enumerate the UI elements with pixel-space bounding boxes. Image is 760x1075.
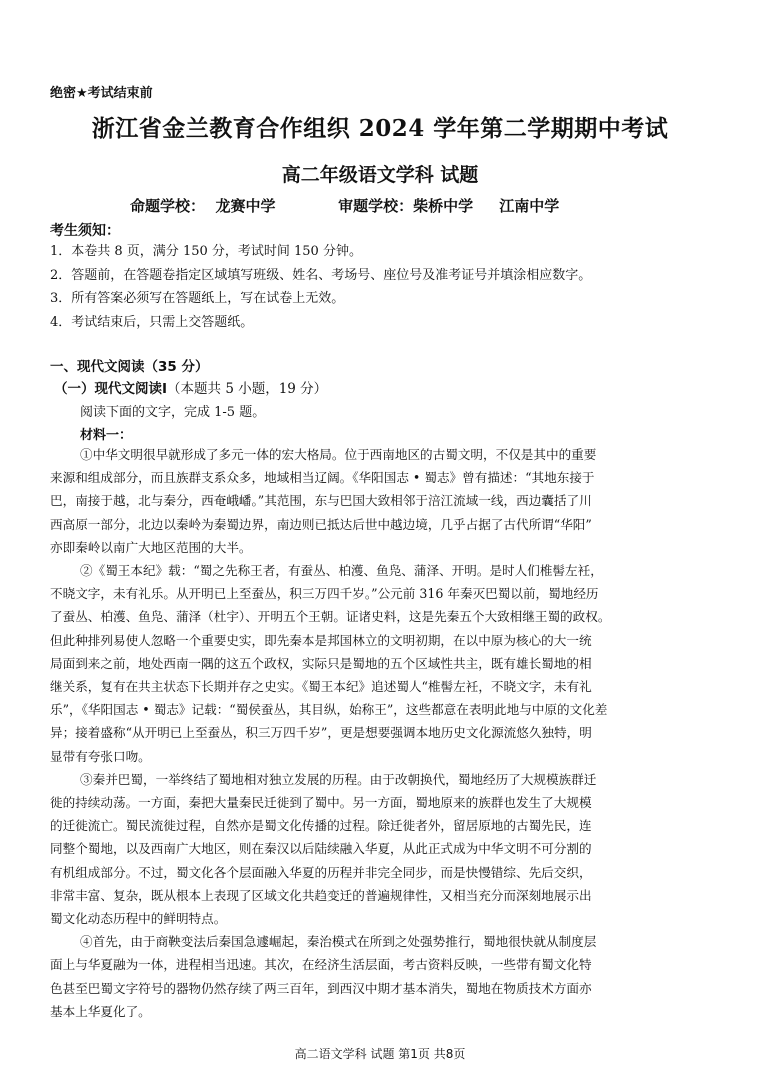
passage-line: 来源和组成部分，而且族群支系众多，地域相当辽阔。《华阳国志 • 蜀志》曾有描述：“其地东接于	[50, 470, 595, 486]
passage-line: 有机组成部分。不过，蜀文化各个层面融入华夏的历程并非完全同步，而是快慢错综、先后交织，	[50, 864, 592, 880]
passage-line: ③秦并巴蜀，一举终结了蜀地相对独立发展的历程。由于改朝换代，蜀地经历了大规模族群迁	[80, 771, 597, 787]
passage-line: ①中华文明很早就形成了多元一体的宏大格局。位于西南地区的古蜀文明，不仅是其中的重要	[80, 447, 597, 462]
passage-line: 显带有夸张口吻。	[50, 748, 151, 764]
material-title: 材料一：	[80, 428, 133, 443]
confidential-label: 绝密★考试结束前	[50, 86, 153, 101]
passage-line: 巴，南接于越，北与秦分，西奄峨嶓。”其范围，东与巴国大致相邻于涪江流域一线，西边囊括了川	[50, 493, 592, 509]
school-credits: 命题学校： 龙赛中学 审题学校：柴桥中学 江南中学	[130, 197, 560, 215]
passage-line: 西高原一部分，北边以秦岭为秦蜀边界，南边则已抵达后世中越边境，几乎占据了古代所谓“华阳”	[50, 516, 592, 532]
passage-line: 亦即秦岭以南广大地区范围的大半。	[50, 539, 252, 555]
passage-line: 不晓文字，未有礼乐。从开明已上至蚕丛，积三万四千岁。”公元前 316 年秦灭巴蜀以前，蜀地经历	[50, 586, 599, 602]
passage-line: 非常丰富、复杂，既从根本上表现了区域文化共趋变迁的普遍规律性，又相当充分而深刻地展示出	[50, 887, 592, 903]
passage-line: 同整个蜀地，以及西南广大地区，则在秦汉以后陆续融入华夏，从此正式成为中华文明不可分割的	[50, 841, 592, 857]
passage-line: ④首先，由于商鞅变法后秦国急遽崛起，秦治模式在所到之处强势推行，蜀地很快就从制度层	[80, 934, 597, 950]
notice-heading: 考生须知：	[50, 223, 120, 239]
exam-subtitle: 高二年级语文学科 试题	[281, 164, 479, 186]
reading-instruction: 阅读下面的文字，完成 1-5 题。	[80, 405, 266, 420]
notice-item: 3．所有答案必须写在答题纸上，写在试卷上无效。	[50, 291, 345, 306]
passage-line: ②《蜀王本纪》载：“蜀之先称王者，有蚕丛、柏濩、鱼凫、蒲泽、开明。是时人们椎髻左衽，	[80, 563, 603, 579]
exam-title: 浙江省金兰教育合作组织 2024 学年第二学期期中考试	[91, 115, 669, 142]
passage-line: 的迁徙流亡。蜀民流徙过程，自然亦是蜀文化传播的过程。除迁徙者外，留居原地的古蜀先民，连	[50, 818, 592, 834]
passage-line: 色甚至巴蜀文字符号的器物仍然存续了两三百年，到西汉中期才基本消失，蜀地在物质技术方面亦	[50, 980, 592, 996]
passage-line: 乐”，《华阳国志 • 蜀志》记载：“蜀侯蚕丛，其目纵，始称王”，这些都意在表明此地与中原的文化差	[50, 702, 608, 718]
passage-line: 基本上华夏化了。	[50, 1003, 151, 1019]
subsection-note: （本题共 5 小题，19 分）	[167, 381, 328, 397]
passage-line: 继关系，复有在共主状态下长期并存之史实。《蜀王本纪》追述蜀人“椎髻左衽，不晓文字，未有礼	[50, 679, 592, 695]
passage-body	[50, 443, 710, 1023]
notice-item: 2．答题前，在答题卷指定区域填写班级、姓名、考场号、座位号及准考证号并填涂相应数字。	[50, 267, 592, 283]
subsection-heading	[54, 377, 327, 397]
notice-item: 4．考试结束后，只需上交答题纸。	[50, 314, 254, 330]
passage-line: 面上与华夏融为一体，进程相当迅速。其次，在经济生活层面，考古资料反映，一些带有蜀文化特	[50, 957, 592, 973]
subsection-title: （一）现代文阅读Ⅰ	[54, 381, 168, 397]
passage-line: 但此种排列易使人忽略一个重要史实，即先秦本是邦国林立的文明初期，在以中原为核心的大一统	[50, 632, 592, 648]
passage-line: 了蚕丛、柏濩、鱼凫、蒲泽（杜宇）、开明五个王朝。证诸史料，这是先秦五个大致相继王蜀的政权。	[50, 609, 611, 625]
passage-line: 徙的持续动荡。一方面，秦把大量秦民迁徙到了蜀中。另一方面，蜀地原来的族群也发生了大规模	[50, 795, 592, 811]
passage-line: 异；接着盛称“从开明已上至蚕丛，积三万四千岁”，更是想要强调本地历史文化源流悠久独特，明	[50, 725, 592, 741]
passage-line: 蜀文化动态历程中的鲜明特点。	[50, 911, 227, 927]
section-heading: 一、现代文阅读（35 分）	[50, 359, 209, 375]
page-footer: 高二语文学科 试题 第1页 共8页	[294, 1047, 466, 1061]
notice-list	[50, 240, 591, 334]
passage-line: 局面到来之前，地处西南一隅的这五个政权，实际只是蜀地的五个区域性共主，既有雄长蜀地的相	[50, 655, 592, 671]
notice-item: 1．本卷共 8 页，满分 150 分，考试时间 150 分钟。	[50, 244, 362, 259]
